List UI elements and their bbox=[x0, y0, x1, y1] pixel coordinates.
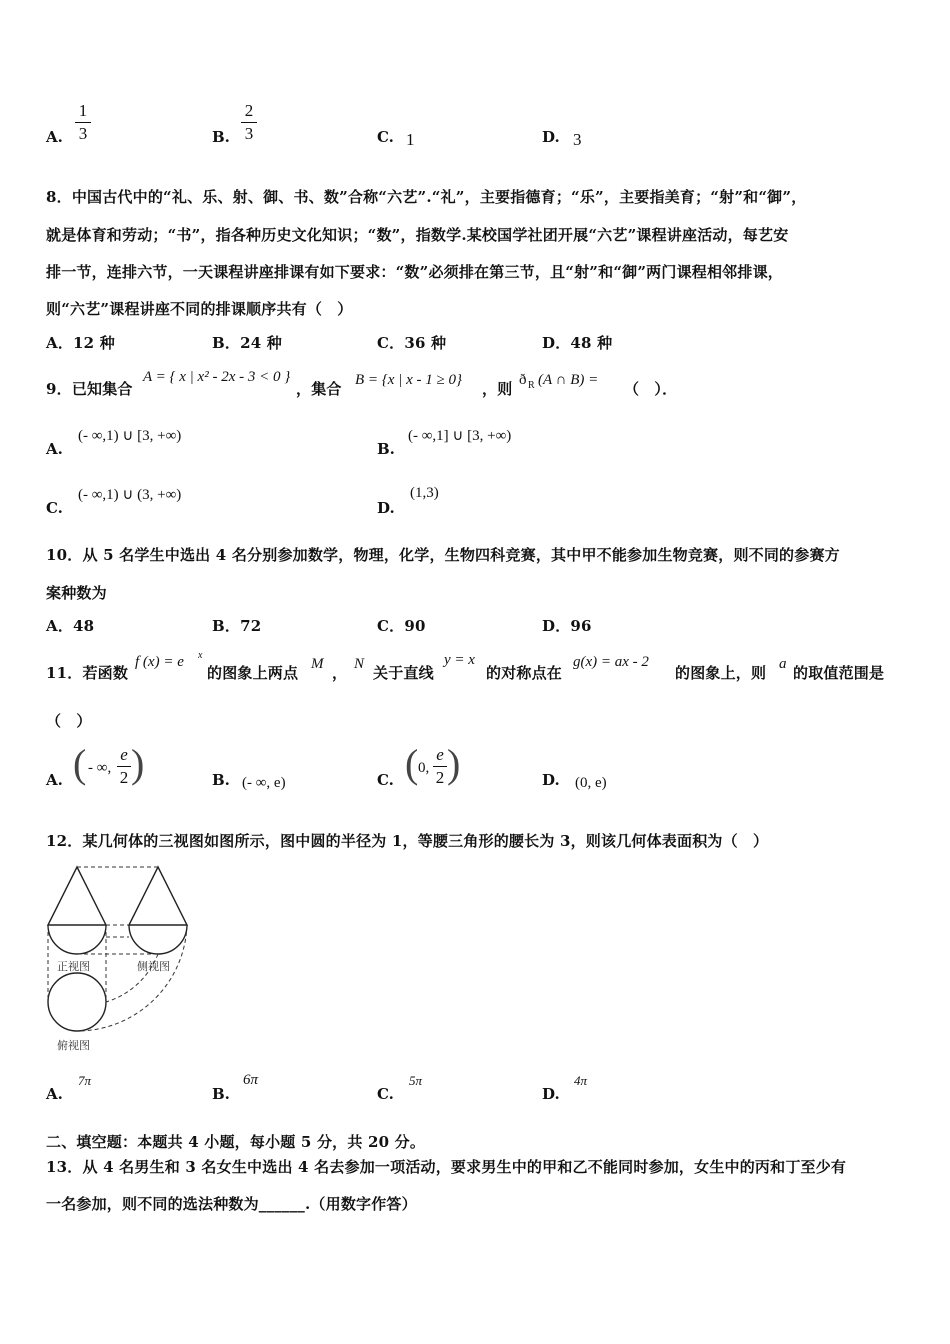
q7-option-b-num: 2 bbox=[244, 101, 254, 120]
q7-option-b-den: 3 bbox=[244, 124, 254, 143]
q11-function-f-exponent: x bbox=[198, 650, 203, 661]
q11-option-c-den: 2 bbox=[435, 768, 445, 787]
q7-option-d-value: 3 bbox=[573, 130, 582, 149]
q11-stem-3: 关于直线 bbox=[373, 664, 434, 682]
front-view-triangle bbox=[48, 867, 106, 925]
q11-stem-1: 11．若函数 bbox=[46, 664, 129, 682]
q10-option-c: C．90 bbox=[377, 617, 426, 635]
projection-dashed-lines bbox=[48, 867, 187, 1031]
q11-option-a-label: A. bbox=[46, 771, 63, 789]
q13-line-1: 13．从 4 名男生和 3 名女生中选出 4 名去参加一项活动，要求男生中的甲和乙不能同时参加，女生中的丙和丁至少有 bbox=[46, 1158, 847, 1176]
q11-option-a-den: 2 bbox=[119, 768, 129, 787]
q11-option-a-num: e bbox=[120, 745, 128, 764]
q10-line-2: 案种数为 bbox=[46, 584, 107, 602]
q9-complement-sub: R bbox=[528, 380, 535, 391]
side-view-triangle bbox=[129, 867, 187, 925]
top-view-label: 俯视图 bbox=[57, 1039, 90, 1052]
q12-option-d-label: D. bbox=[542, 1085, 560, 1103]
q11-option-d-label: D. bbox=[542, 771, 560, 789]
q8-option-b: B．24 种 bbox=[212, 334, 282, 352]
top-view-circle bbox=[48, 973, 106, 1031]
q9-expression: (A ∩ B) = bbox=[538, 372, 599, 388]
q11-option-c-rparen: ) bbox=[447, 741, 461, 786]
q8-line-4: 则“六艺”课程讲座不同的排课顺序共有（ ） bbox=[46, 300, 353, 318]
q9-stem-a: 9．已知集合 bbox=[46, 380, 133, 398]
q8-option-a: A．12 种 bbox=[46, 334, 115, 352]
q7-option-d-label: D. bbox=[542, 128, 560, 146]
q11-function-g: g(x) = ax - 2 bbox=[573, 654, 649, 670]
q11-comma: ， bbox=[332, 664, 348, 682]
q7-option-c-label: C. bbox=[377, 128, 394, 146]
q12-option-d-value: 4π bbox=[574, 1073, 588, 1088]
q10-option-a: A．48 bbox=[46, 617, 95, 635]
front-view-semicircle bbox=[48, 925, 106, 954]
q12-option-c-value: 5π bbox=[409, 1073, 423, 1088]
front-view-label: 正视图 bbox=[57, 960, 90, 973]
q11-option-c-label: C. bbox=[377, 771, 394, 789]
q11-option-b-label: B. bbox=[212, 771, 230, 789]
q11-option-c-lparen: ( bbox=[405, 741, 419, 786]
q9-option-b-label: B. bbox=[377, 440, 395, 458]
q11-option-d-value: (0, e) bbox=[575, 775, 607, 791]
q13-line-2: 一名参加，则不同的选法种数为______.（用数字作答） bbox=[46, 1195, 417, 1213]
q9-option-a-label: A. bbox=[46, 440, 63, 458]
q11-stem-2: 的图象上两点 bbox=[207, 664, 299, 682]
q9-option-a-value: (- ∞,1) ∪ [3, +∞) bbox=[78, 428, 182, 444]
side-view-semicircle bbox=[129, 925, 187, 954]
q8-option-d: D．48 种 bbox=[542, 334, 613, 352]
q7-option-a-fraction bbox=[75, 101, 91, 144]
three-view-figure bbox=[40, 862, 200, 1062]
q7-option-a-num: 1 bbox=[78, 101, 88, 120]
q8-line-1: 8．中国古代中的“礼、乐、射、御、书、数”合称“六艺”.“礼”，主要指德育；“乐”，主要指美育；“射”和“御”， bbox=[46, 188, 807, 206]
q9-option-d-value: (1,3) bbox=[410, 485, 439, 501]
q9-option-b-value: (- ∞,1] ∪ [3, +∞) bbox=[408, 428, 512, 444]
q12-option-a-label: A. bbox=[46, 1085, 63, 1103]
q9-option-c-value: (- ∞,1) ∪ (3, +∞) bbox=[78, 487, 182, 503]
q12-option-b-label: B. bbox=[212, 1085, 230, 1103]
q11-option-b-value: (- ∞, e) bbox=[242, 775, 286, 791]
q9-stem-d: （ ）． bbox=[624, 380, 678, 398]
q10-option-d: D．96 bbox=[542, 617, 592, 635]
q9-option-d-label: D. bbox=[377, 499, 395, 517]
q8-line-3: 排一节，连排六节，一天课程讲座排课有如下要求：“数”必须排在第三节，且“射”和“御”两门课程相邻排课， bbox=[46, 263, 783, 281]
q9-complement-symbol: ð bbox=[519, 372, 527, 388]
q11-stem-6: 的取值范围是 bbox=[793, 664, 885, 682]
q11-point-m: M bbox=[311, 656, 324, 672]
q11-option-c-prefix: 0, bbox=[418, 760, 430, 776]
q12-option-b-value: 6π bbox=[243, 1072, 259, 1088]
q9-set-a: A = { x | x² - 2x - 3 < 0 } bbox=[143, 369, 291, 385]
q7-option-b-fraction bbox=[241, 101, 257, 144]
q12-stem: 12．某几何体的三视图如图所示，图中圆的半径为 1，等腰三角形的腰长为 3，则该几何体表面积为（ ） bbox=[46, 832, 769, 850]
q10-line-1: 10．从 5 名学生中选出 4 名分别参加数学，物理，化学，生物四科竞赛，其中甲不能参加生物竞赛，则不同的参赛方 bbox=[46, 546, 840, 564]
q11-option-c-num: e bbox=[436, 745, 444, 764]
q11-paren: （ ） bbox=[46, 712, 92, 730]
q8-option-c: C．36 种 bbox=[377, 334, 447, 352]
q11-line: y = x bbox=[444, 652, 475, 668]
q11-stem-5: 的图象上，则 bbox=[675, 664, 767, 682]
q9-set-b: B = {x | x - 1 ≥ 0} bbox=[355, 372, 462, 388]
q11-option-a-rparen: ) bbox=[131, 741, 145, 786]
q12-option-a-value: 7π bbox=[78, 1073, 92, 1088]
side-view-label: 侧视图 bbox=[137, 960, 170, 973]
q11-param-a: a bbox=[779, 656, 787, 672]
q11-stem-4: 的对称点在 bbox=[486, 664, 563, 682]
q7-option-c-value: 1 bbox=[406, 130, 415, 149]
q12-option-c-label: C. bbox=[377, 1085, 394, 1103]
q10-option-b: B．72 bbox=[212, 617, 262, 635]
section-2-heading: 二、填空题：本题共 4 小题，每小题 5 分，共 20 分。 bbox=[46, 1133, 426, 1151]
q11-function-f: f (x) = e bbox=[135, 654, 184, 670]
q11-option-a-lparen: ( bbox=[73, 741, 87, 786]
q7-option-a-den: 3 bbox=[78, 124, 88, 143]
q11-option-c-fraction bbox=[433, 745, 447, 788]
q9-option-c-label: C. bbox=[46, 499, 63, 517]
q7-option-a-label: A. bbox=[46, 128, 63, 146]
q7-option-b-label: B. bbox=[212, 128, 230, 146]
q11-option-a-fraction bbox=[117, 745, 131, 788]
q8-line-2: 就是体育和劳动；“书”，指各种历史文化知识；“数”，指数学.某校国学社团开展“六艺”课程讲座活动，每艺安 bbox=[46, 226, 789, 244]
q11-option-a-prefix: - ∞, bbox=[88, 760, 112, 776]
q9-stem-b: ，集合 bbox=[296, 380, 342, 398]
q9-stem-c: ，则 bbox=[482, 380, 513, 398]
q11-point-n: N bbox=[354, 656, 365, 672]
